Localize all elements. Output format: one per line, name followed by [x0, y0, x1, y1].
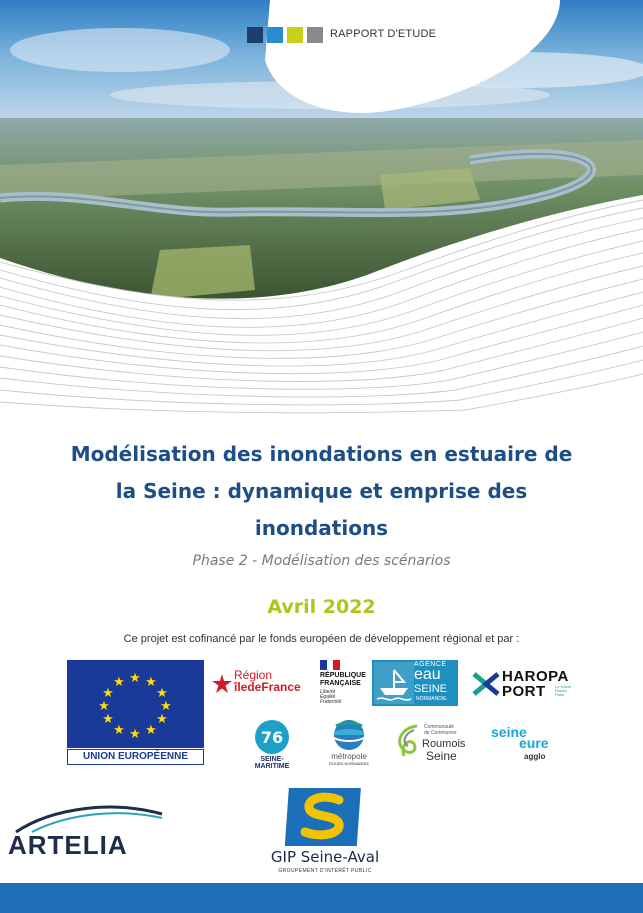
svg-text:★: ★	[156, 686, 168, 701]
seine-word: seine	[491, 724, 527, 740]
header-color-squares	[247, 27, 323, 43]
haropa-cities: Le Havre Rouen Paris	[555, 684, 572, 697]
artelia-word: ARTELIA	[8, 830, 128, 860]
svg-text:★: ★	[98, 699, 110, 714]
eu-stars-icon	[67, 660, 204, 748]
metropole-rouen-logo	[322, 718, 376, 768]
aerial-landscape-illustration	[0, 0, 643, 420]
metropole-label: métropole	[331, 752, 367, 761]
cover-photo	[0, 0, 643, 420]
title-line-2: la Seine : dynamique et emprise des	[115, 479, 528, 503]
haropa-word: HAROPA	[502, 668, 569, 685]
gip-s-emblem-icon	[285, 786, 365, 848]
seine-maritime-label: SEINE-MARITIME	[254, 756, 290, 770]
agence-label: AGENCE	[414, 661, 447, 668]
republique-francaise-logo	[320, 660, 368, 708]
roumois-seine-logo	[392, 722, 472, 764]
marianne-flag-icon	[320, 660, 340, 670]
seine-maritime-emblem-icon	[244, 718, 300, 756]
svg-text:★: ★	[113, 675, 125, 690]
cofinancing-statement: Ce projet est cofinancé par le fonds européen de développement régional et par :	[123, 633, 520, 645]
rf-motto: Liberté Égalité Fraternité	[320, 689, 342, 705]
region-name: îledeFrance	[234, 680, 301, 694]
seine-eure-agglo-logo	[489, 724, 559, 764]
square-lime	[287, 27, 303, 43]
gip-seine-aval-logo	[260, 786, 390, 881]
rf-name: RÉPUBLIQUE FRANÇAISE	[320, 672, 366, 687]
agence-normandie: NORMANDIE	[416, 696, 447, 702]
roumois-name: Roumois	[422, 738, 466, 750]
document-date: Avril 2022	[267, 596, 376, 618]
region-word: Région	[234, 668, 273, 682]
boat-emblem-icon	[374, 662, 414, 704]
roumois-subtitle: Communauté de Communes	[424, 724, 457, 736]
haropa-x-icon	[472, 671, 500, 697]
svg-text:★: ★	[145, 723, 157, 738]
svg-text:★: ★	[102, 686, 114, 701]
region-star-icon	[212, 674, 232, 694]
agglo-word: agglo	[524, 752, 546, 761]
eure-word: eure	[519, 735, 549, 751]
svg-text:★: ★	[102, 712, 114, 727]
seine-maritime-number: 76	[260, 728, 284, 747]
square-navy	[247, 27, 263, 43]
document-title	[40, 436, 603, 547]
gip-name: GIP Seine-Aval	[270, 848, 380, 866]
title-line-1: Modélisation des inondations en estuaire de	[70, 442, 573, 466]
port-word: PORT	[502, 683, 546, 700]
agence-seine: SEINE	[414, 683, 448, 695]
svg-text:★: ★	[129, 671, 141, 686]
eu-logo	[67, 660, 204, 765]
metropole-sub: ROUEN NORMANDIE	[328, 761, 369, 766]
svg-text:★: ★	[160, 699, 172, 714]
report-type-label: RAPPORT D'ETUDE	[330, 28, 437, 40]
agence-eau: eau	[414, 666, 441, 683]
metropole-globe-icon	[322, 718, 376, 752]
title-line-3: inondations	[254, 516, 389, 540]
svg-text:★: ★	[156, 712, 168, 727]
gip-subtitle: GROUPEMENT D'INTÉRÊT PUBLIC	[278, 868, 372, 874]
footer-bar	[0, 883, 643, 913]
roumois-seine: Seine	[426, 749, 457, 763]
svg-text:★: ★	[113, 723, 125, 738]
artelia-logo	[8, 800, 173, 860]
eu-label: UNION EUROPÉENNE	[67, 749, 204, 765]
document-subtitle: Phase 2 - Modélisation des scénarios	[192, 553, 451, 569]
svg-text:★: ★	[145, 675, 157, 690]
haropa-port-logo	[472, 668, 582, 698]
svg-text:★: ★	[129, 727, 141, 742]
region-idf-logo	[212, 668, 312, 698]
agence-eau-logo	[372, 660, 458, 706]
seine-maritime-logo	[244, 718, 300, 768]
square-grey	[307, 27, 323, 43]
square-blue	[267, 27, 283, 43]
roumois-swirl-icon	[392, 722, 422, 762]
eu-flag	[67, 660, 204, 748]
